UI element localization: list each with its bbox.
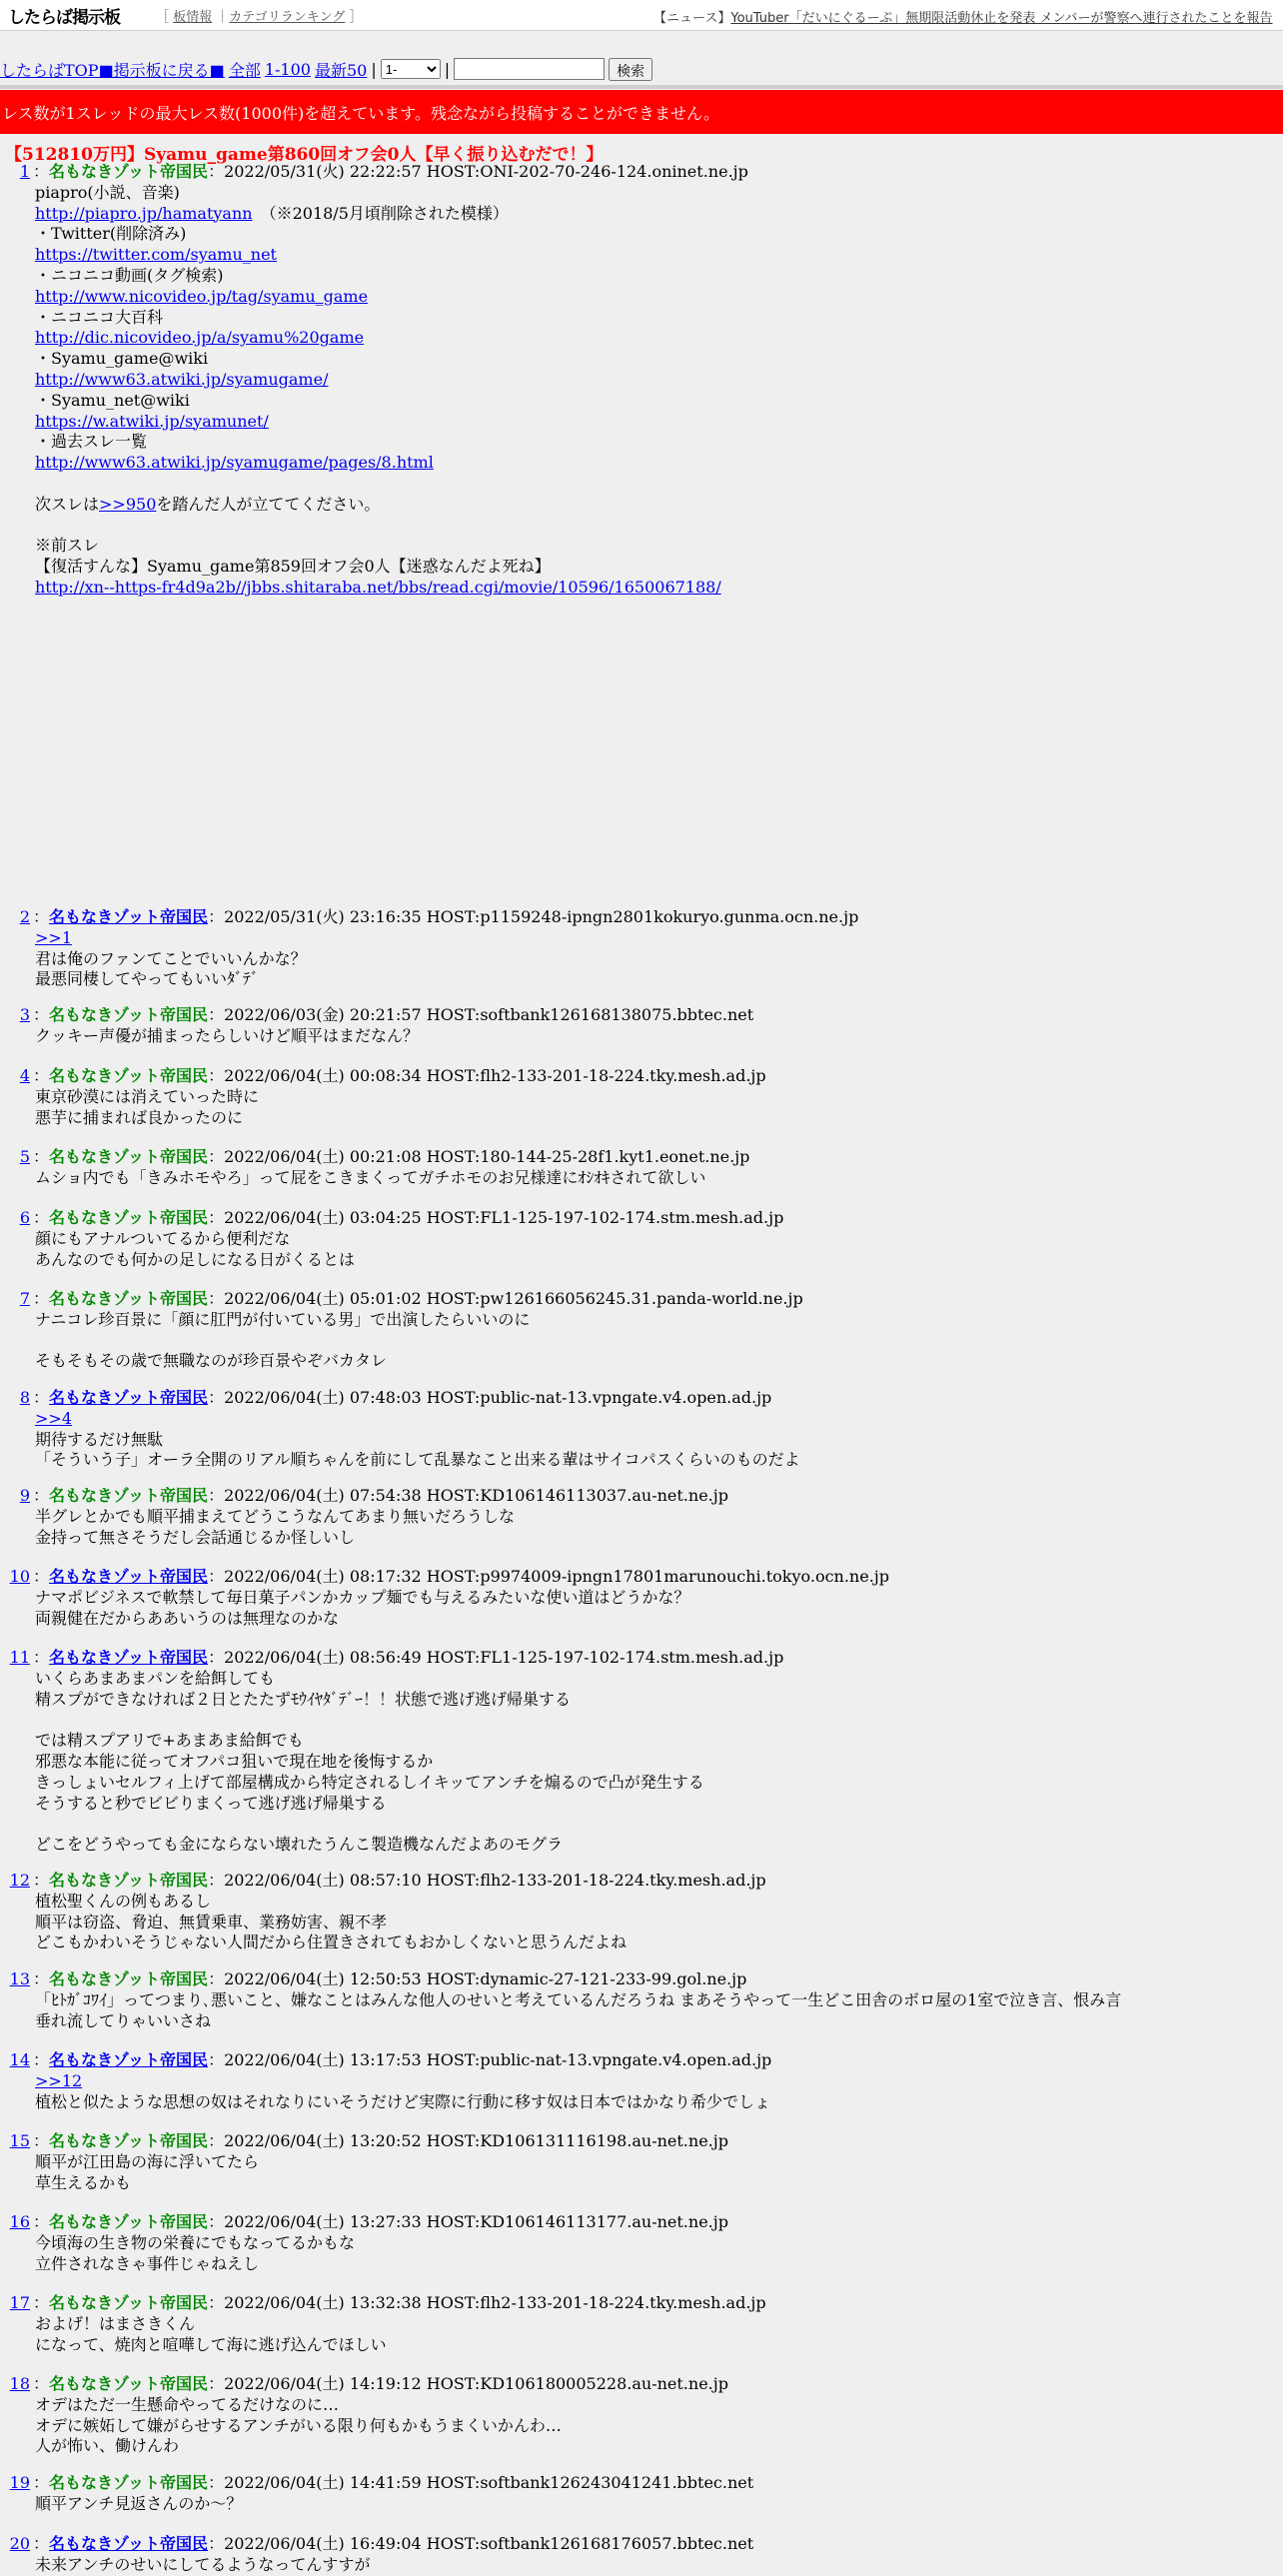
post-line: そもそもその歳で無職なのが珍百景やぞバカタレ xyxy=(35,1351,388,1371)
post-header xyxy=(33,162,1279,183)
post-number-link[interactable]: 7 xyxy=(19,1289,30,1308)
post-separator: ： xyxy=(33,1969,50,1988)
url-link[interactable]: http://www63.atwiki.jp/syamugame/pages/8.html xyxy=(35,453,434,473)
thread-title: 【512810万円】Syamu_game第860回オフ会0人【早く振り込むだで！】 xyxy=(5,145,604,165)
post-body xyxy=(35,2555,1279,2576)
post-header xyxy=(33,1289,1279,1310)
anchor-link[interactable]: >>4 xyxy=(35,1408,72,1428)
post-separator: ： xyxy=(33,2212,50,2231)
post xyxy=(0,2131,1279,2193)
post-line: 植松聖くんの例もあるし xyxy=(35,1891,212,1911)
search-input[interactable] xyxy=(454,58,605,80)
post-header xyxy=(33,2131,1279,2152)
poster-name: 名もなきゾット帝国民 xyxy=(49,2293,209,2312)
post-body xyxy=(35,1168,1279,1189)
post-body xyxy=(35,2233,1279,2275)
post xyxy=(0,1147,1279,1189)
post-line: では精スプアリで+あまあま給餌でも xyxy=(35,1731,304,1751)
post-header xyxy=(33,1005,1279,1026)
news-link[interactable]: YouTuber「だいにぐるーぷ」無期限活動休止を発表 メンバーが警察へ連行されたことを報告 xyxy=(730,11,1273,26)
post-line: どこもかわいそうじゃない人間だから住置きされてもおかしくないと思うんだよね xyxy=(35,1932,628,1952)
post-separator: ： xyxy=(33,1486,50,1505)
post-separator: ： xyxy=(33,1567,50,1586)
all-posts-link[interactable]: 全部 xyxy=(228,60,261,80)
anchor-link[interactable]: >>12 xyxy=(35,2070,83,2090)
post-meta: ：2022/06/04(土) 05:01:02 HOST:pw126166056245.31.panda-world.ne.jp xyxy=(208,1289,803,1308)
post-header xyxy=(33,2374,1279,2395)
post-header xyxy=(33,907,1279,928)
post-line: 人が怖い、働けんわ xyxy=(35,2436,180,2456)
post-line: 順平アンチ見返さんのか～？ xyxy=(35,2493,243,2513)
board-links: ［ 板情報 ｜カテゴリランキング ］ xyxy=(156,9,363,25)
nav-separator: | xyxy=(444,59,451,79)
post-meta: ：2022/05/31(火) 23:16:35 HOST:p1159248-ipngn2801kokuryo.gunma.ocn.ne.jp xyxy=(208,907,859,926)
post-separator: ： xyxy=(33,2534,50,2553)
post-line: http://piapro.jp/hamatyann （※2018/5月頃削除された模様） xyxy=(35,203,509,223)
post-line: 順平は窃盗、脅迫、無賃乗車、業務妨害、親不孝 xyxy=(35,1912,388,1932)
poster-name-mail-link[interactable]: 名もなきゾット帝国民 xyxy=(49,2534,209,2553)
news-label: 【ニュース】 xyxy=(653,11,731,26)
poster-name-mail-link[interactable]: 名もなきゾット帝国民 xyxy=(49,907,209,926)
post-line: クッキー声優が捕まったらしいけど順平はまだなん？ xyxy=(35,1025,420,1045)
back-to-board-link[interactable]: ■掲示板に戻る■ xyxy=(98,60,225,80)
post-meta: ：2022/06/04(土) 14:41:59 HOST:softbank126243041241.bbtec.net xyxy=(208,2473,754,2492)
post-number-link[interactable]: 20 xyxy=(9,2534,30,2553)
poster-name: 名もなきゾット帝国民 xyxy=(49,1969,209,1988)
post-meta: ：2022/06/04(土) 03:04:25 HOST:FL1-125-197-102-174.stm.mesh.ad.jp xyxy=(208,1208,784,1227)
post xyxy=(0,1208,1279,1270)
post-line: 未来アンチのせいにしてるようなってんすすが xyxy=(35,2554,371,2574)
post-line: いくらあまあまパンを給餌しても xyxy=(35,1668,276,1688)
poster-name: 名もなきゾット帝国民 xyxy=(49,2212,209,2231)
post-line: 君は俺のファンてことでいいんかな？ xyxy=(35,948,307,968)
post-meta: ：2022/06/04(土) 08:17:32 HOST:p9974009-ipngn17801marunouchi.tokyo.ocn.ne.jp xyxy=(208,1567,889,1586)
post-line: きっしょいセルフィ上げて部屋構成から特定されるしイキッてアンチを煽るので凸が発生する xyxy=(35,1772,704,1792)
post xyxy=(0,2374,1279,2457)
poster-name: 名もなきゾット帝国民 xyxy=(49,1871,209,1890)
post-body xyxy=(35,2071,1279,2113)
url-link[interactable]: https://twitter.com/syamu_net xyxy=(35,245,277,265)
post-line: ・ニコニコ大百科 xyxy=(35,307,164,327)
post-number-link[interactable]: 9 xyxy=(19,1486,30,1505)
nav-divider xyxy=(0,85,1283,89)
news-ticker xyxy=(653,7,1283,26)
post-meta: ：2022/06/04(土) 08:57:10 HOST:flh2-133-201-18-224.tky.mesh.ad.jp xyxy=(208,1871,766,1890)
post-line: ※前スレ xyxy=(35,536,100,556)
post-line xyxy=(35,453,1279,474)
post-line: 「そういう子」オーラ全開のリアル順ちゃんを前にして乱暴なこと出来る輩はサイコパスくらいのものだよ xyxy=(35,1450,800,1470)
post-line: どこをどうやっても金にならない壊れたうんこ製造機なんだよあのモグラ xyxy=(35,1835,564,1855)
post-line xyxy=(35,1710,1279,1731)
post-separator: ： xyxy=(33,1147,50,1166)
post-line: あんなのでも何かの足しになる日がくるとは xyxy=(35,1249,356,1269)
post-line xyxy=(35,287,1279,308)
post-number-link[interactable]: 5 xyxy=(19,1147,30,1166)
post xyxy=(0,1567,1279,1629)
site-logo[interactable]: したらば掲示板 xyxy=(8,7,120,28)
post-line: オデに嫉妬して嫌がらせするアンチがいる限り何もかもうまくいかんわ… xyxy=(35,2415,562,2435)
post-header xyxy=(33,1648,1279,1669)
post-line: 金持って無さそうだし会話通じるか怪しいし xyxy=(35,1527,356,1547)
post-meta: ：2022/06/04(土) 14:19:12 HOST:KD106180005228.au-net.ne.jp xyxy=(208,2374,728,2393)
post-body xyxy=(35,1026,1279,1047)
post-separator: ： xyxy=(33,1005,50,1024)
post-number-link[interactable]: 8 xyxy=(19,1388,30,1407)
anchor-link[interactable]: >>1 xyxy=(35,927,72,947)
poster-name-mail-link[interactable]: 名もなきゾット帝国民 xyxy=(49,1567,209,1586)
post-body xyxy=(35,1669,1279,1856)
post-header xyxy=(33,2293,1279,2314)
post-line: ムショ内でも「きみホモやろ」って屁をこきまくってガチホモのお兄様達にｵｼｵｷされて欲しい xyxy=(35,1167,706,1187)
post-separator: ： xyxy=(33,2473,50,2492)
post-body xyxy=(35,1990,1279,2032)
post-number-link[interactable]: 1 xyxy=(19,162,30,181)
url-link[interactable]: http://www.nicovideo.jp/tag/syamu_game xyxy=(35,286,369,306)
post xyxy=(0,1969,1279,2031)
post-separator: ： xyxy=(33,1648,50,1667)
post-line xyxy=(35,412,1279,433)
post-header xyxy=(33,1486,1279,1507)
post-separator: ： xyxy=(33,1208,50,1227)
post-line: 半グレとかでも順平捕まえてどうこうなんてあまり無いだろうしな xyxy=(35,1506,516,1526)
post-number-link[interactable]: 3 xyxy=(19,1005,30,1024)
post-separator: ： xyxy=(33,2293,50,2312)
post-separator: ： xyxy=(33,2131,50,2150)
post-number-link[interactable]: 15 xyxy=(9,2131,30,2150)
url-link[interactable]: http://piapro.jp/hamatyann xyxy=(35,203,253,223)
post-line: 邪悪な本能に従ってオフパコ狙いで現在地を後悔するか xyxy=(35,1751,434,1771)
post xyxy=(0,1289,1279,1372)
post-header xyxy=(33,2473,1279,2494)
post-header xyxy=(33,2212,1279,2233)
post-body xyxy=(35,2314,1279,2356)
post-meta: ：2022/06/04(土) 07:54:38 HOST:KD106146113037.au-net.ne.jp xyxy=(208,1486,728,1505)
post xyxy=(0,2293,1279,2355)
post-meta: ：2022/05/31(火) 22:22:57 HOST:ONI-202-70-246-124.oninet.ne.jp xyxy=(208,162,748,181)
post-line xyxy=(35,474,1279,495)
post-line: ・ニコニコ動画(タグ検索) xyxy=(35,265,224,285)
post-line: ・Syamu_game@wiki xyxy=(35,349,209,369)
post xyxy=(0,2534,1279,2576)
post-line: 垂れ流してりゃいいさね xyxy=(35,2010,212,2030)
post-header xyxy=(33,1871,1279,1892)
url-link[interactable]: http://xn--https-fr4d9a2b//jbbs.shitaraba.net/bbs/read.cgi/movie/10596/1650067188/ xyxy=(35,577,721,597)
post-body xyxy=(35,1229,1279,1271)
post-line: 東京砂漠には消えていった時に xyxy=(35,1086,260,1106)
post-line: ナニコレ珍百景に「顔に肛門が付いている男」で出演したらいいのに xyxy=(35,1309,531,1329)
post-header xyxy=(33,2050,1279,2071)
post-line: 精スプができなければ２日とたたずﾓｳｲﾔﾀﾞﾃﾞｰ！！状態で逃げ逃げ帰巣する xyxy=(35,1689,572,1709)
post-meta: ：2022/06/03(金) 20:21:57 HOST:softbank126168138075.bbtec.net xyxy=(208,1005,754,1024)
post xyxy=(0,2473,1279,2515)
post-line: 【復活すんな】Syamu_game第859回オフ会0人【迷惑なんだよ死ね】 xyxy=(35,557,551,577)
post xyxy=(0,162,1279,599)
poster-name: 名もなきゾット帝国民 xyxy=(49,2473,209,2492)
poster-name: 名もなきゾット帝国民 xyxy=(49,162,209,181)
post-meta: ：2022/06/04(土) 13:27:33 HOST:KD106146113177.au-net.ne.jp xyxy=(208,2212,728,2231)
post-number-link[interactable]: 12 xyxy=(9,1871,30,1890)
post-number-link[interactable]: 17 xyxy=(9,2293,30,2312)
post-number-link[interactable]: 13 xyxy=(9,1969,30,1988)
post-body xyxy=(35,1588,1279,1630)
search-button[interactable]: 検索 xyxy=(609,58,652,81)
post-body xyxy=(35,1310,1279,1372)
post-line: 「ﾋﾄｶﾞｺﾜｲ」ってつまり､悪いこと、嫌なことはみんな他人のせいと考えているんだろうね まあそうやって一生どこ田舎のボロ屋の1室で泣き言、恨み言 xyxy=(35,1989,1122,2009)
post-number-link[interactable]: 14 xyxy=(9,2050,30,2069)
post-line: piapro(小説、音楽) xyxy=(35,182,180,202)
post-separator: ： xyxy=(33,162,50,181)
post-body xyxy=(35,1409,1279,1471)
post-line xyxy=(35,245,1279,266)
post-body xyxy=(35,1892,1279,1953)
post-body xyxy=(35,1087,1279,1129)
post-number-link[interactable]: 10 xyxy=(9,1567,30,1586)
nav-separator: | xyxy=(371,59,377,79)
post-line: ナマポビジネスで軟禁して毎日菓子パンかカップ麺でも与えるみたいな使い道はどうかな？ xyxy=(35,1587,690,1607)
url-link[interactable]: http://www63.atwiki.jp/syamugame/ xyxy=(35,369,329,389)
post-body xyxy=(35,1507,1279,1549)
post-meta: ：2022/06/04(土) 12:50:53 HOST:dynamic-27-121-233-99.gol.ne.jp xyxy=(208,1969,747,1988)
post-body xyxy=(35,2395,1279,2457)
poster-name: 名もなきゾット帝国民 xyxy=(49,1005,209,1024)
latest-50-link[interactable]: 最新50 xyxy=(314,60,368,80)
post-header xyxy=(33,1147,1279,1168)
poster-name: 名もなきゾット帝国民 xyxy=(49,2374,209,2393)
post-separator: ： xyxy=(33,2050,50,2069)
post-number-link[interactable]: 2 xyxy=(19,907,30,926)
post-meta: ：2022/06/04(土) 13:32:38 HOST:flh2-133-201-18-224.tky.mesh.ad.jp xyxy=(208,2293,766,2312)
post-limit-alert: レス数が1スレッドの最大レス数(1000件)を超えています。残念ながら投稿することができません。 xyxy=(0,90,1283,134)
poster-name: 名もなきゾット帝国民 xyxy=(49,1289,209,1308)
post-meta: ：2022/06/04(土) 07:48:03 HOST:public-nat-13.vpngate.v4.open.ad.jp xyxy=(208,1388,772,1407)
post-line xyxy=(35,578,1279,599)
post xyxy=(0,2212,1279,2274)
post xyxy=(0,1486,1279,1548)
post-number-link[interactable]: 16 xyxy=(9,2212,30,2231)
post-line: ・Twitter(削除済み) xyxy=(35,224,187,244)
post-line xyxy=(35,370,1279,391)
top-bar xyxy=(0,0,1283,31)
post-header xyxy=(33,1066,1279,1087)
post-number-link[interactable]: 6 xyxy=(19,1208,30,1227)
post-number-link[interactable]: 18 xyxy=(9,2374,30,2393)
post-line xyxy=(35,2071,1279,2092)
post xyxy=(0,907,1279,990)
board-info-link[interactable]: 板情報 xyxy=(173,9,213,25)
url-link[interactable]: https://w.atwiki.jp/syamunet/ xyxy=(35,411,269,431)
post xyxy=(0,2050,1279,2112)
post-line: 今頃海の生き物の栄養にでもなってるかもな xyxy=(35,2232,356,2252)
post-line xyxy=(35,1331,1279,1352)
poster-name-mail-link[interactable]: 名もなきゾット帝国民 xyxy=(49,1648,209,1667)
post xyxy=(0,1648,1279,1856)
post-line xyxy=(35,328,1279,349)
post xyxy=(0,1066,1279,1128)
post-separator: ： xyxy=(33,1388,50,1407)
post-meta: ：2022/06/04(土) 08:56:49 HOST:FL1-125-197-102-174.stm.mesh.ad.jp xyxy=(208,1648,784,1667)
post-meta: ：2022/06/04(土) 00:08:34 HOST:flh2-133-201-18-224.tky.mesh.ad.jp xyxy=(208,1066,766,1085)
post-separator: ： xyxy=(33,2374,50,2393)
post-meta: ：2022/06/04(土) 13:20:52 HOST:KD106131116198.au-net.ne.jp xyxy=(208,2131,728,2150)
post xyxy=(0,1388,1279,1471)
thread-nav xyxy=(0,56,656,82)
post-header xyxy=(33,1388,1279,1409)
anchor-link[interactable]: >>950 xyxy=(99,494,157,514)
poster-name-mail-link[interactable]: 名もなきゾット帝国民 xyxy=(49,1388,209,1407)
range-select[interactable] xyxy=(381,59,441,79)
poster-name-mail-link[interactable]: 名もなきゾット帝国民 xyxy=(49,2050,209,2069)
post-line: 最悪同棲してやってもいいﾀﾞﾃﾞ xyxy=(35,969,260,989)
poster-name: 名もなきゾット帝国民 xyxy=(49,1147,209,1166)
post-line: 植松と似たような思想の奴はそれなりにいそうだけど実際に行動に移す奴は日本ではかなり希少でしょ xyxy=(35,2091,771,2111)
post-number-link[interactable]: 11 xyxy=(9,1648,30,1667)
post-line: 顔にもアナルついてるから便利だな xyxy=(35,1228,291,1248)
post-header xyxy=(33,1567,1279,1588)
post-header xyxy=(33,1969,1279,1990)
post-number-link[interactable]: 4 xyxy=(19,1066,30,1085)
post xyxy=(0,1871,1279,1953)
post-line: 順平が江田島の海に浮いてたら xyxy=(35,2151,260,2171)
post-body xyxy=(35,2152,1279,2194)
post-line: 立件されなきゃ事件じゃねえし xyxy=(35,2253,260,2273)
post-meta: ：2022/06/04(土) 16:49:04 HOST:softbank126168176057.bbtec.net xyxy=(208,2534,754,2553)
post-line xyxy=(35,1814,1279,1835)
poster-name: 名もなきゾット帝国民 xyxy=(49,1066,209,1085)
post-line: 期待するだけ無駄 xyxy=(35,1429,164,1449)
post-line xyxy=(35,928,1279,949)
post-line xyxy=(35,516,1279,537)
poster-name: 名もなきゾット帝国民 xyxy=(49,1486,209,1505)
post-body xyxy=(35,183,1279,599)
post-line: 悪芋に捕まれば良かったのに xyxy=(35,1107,244,1127)
post-line: 両親健在だからああいうのは無理なのかな xyxy=(35,1608,340,1628)
post-meta: ：2022/06/04(土) 00:21:08 HOST:180-144-25-28f1.kyt1.eonet.ne.jp xyxy=(208,1147,750,1166)
post-separator: ： xyxy=(33,907,50,926)
post-separator: ： xyxy=(33,1871,50,1890)
url-link[interactable]: http://dic.nicovideo.jp/a/syamu%20game xyxy=(35,328,365,348)
shitaraba-top-link[interactable]: したらばTOP xyxy=(0,60,99,80)
post-line: 次スレは>>950を踏んだ人が立ててください。 xyxy=(35,494,381,514)
post-line: ・Syamu_net@wiki xyxy=(35,390,190,410)
category-ranking-link[interactable]: カテゴリランキング xyxy=(229,9,346,25)
post-line: ・過去スレ一覧 xyxy=(35,432,148,452)
post-body xyxy=(35,2494,1279,2515)
post-separator: ： xyxy=(33,1289,50,1308)
post-header xyxy=(33,1208,1279,1229)
post-line xyxy=(35,1409,1279,1430)
post-number-link[interactable]: 19 xyxy=(9,2473,30,2492)
post xyxy=(0,1005,1279,1047)
poster-name: 名もなきゾット帝国民 xyxy=(49,2131,209,2150)
post-line: そうすると秒でビビりまくって逃げ逃げ帰巣する xyxy=(35,1793,387,1813)
post-line: になって、焼肉と喧嘩して海に逃げ込んでほしい xyxy=(35,2334,387,2354)
post-line: およげ！はまさきくん xyxy=(35,2313,196,2333)
post-header xyxy=(33,2534,1279,2555)
post-separator: ： xyxy=(33,1066,50,1085)
range-1-100-link[interactable]: 1-100 xyxy=(264,59,311,79)
poster-name: 名もなきゾット帝国民 xyxy=(49,1208,209,1227)
post-line: オデはただ一生懸命やってるだけなのに… xyxy=(35,2394,340,2414)
post-line: 草生えるかも xyxy=(35,2172,132,2192)
post-meta: ：2022/06/04(土) 13:17:53 HOST:public-nat-13.vpngate.v4.open.ad.jp xyxy=(208,2050,772,2069)
post-body xyxy=(35,928,1279,990)
